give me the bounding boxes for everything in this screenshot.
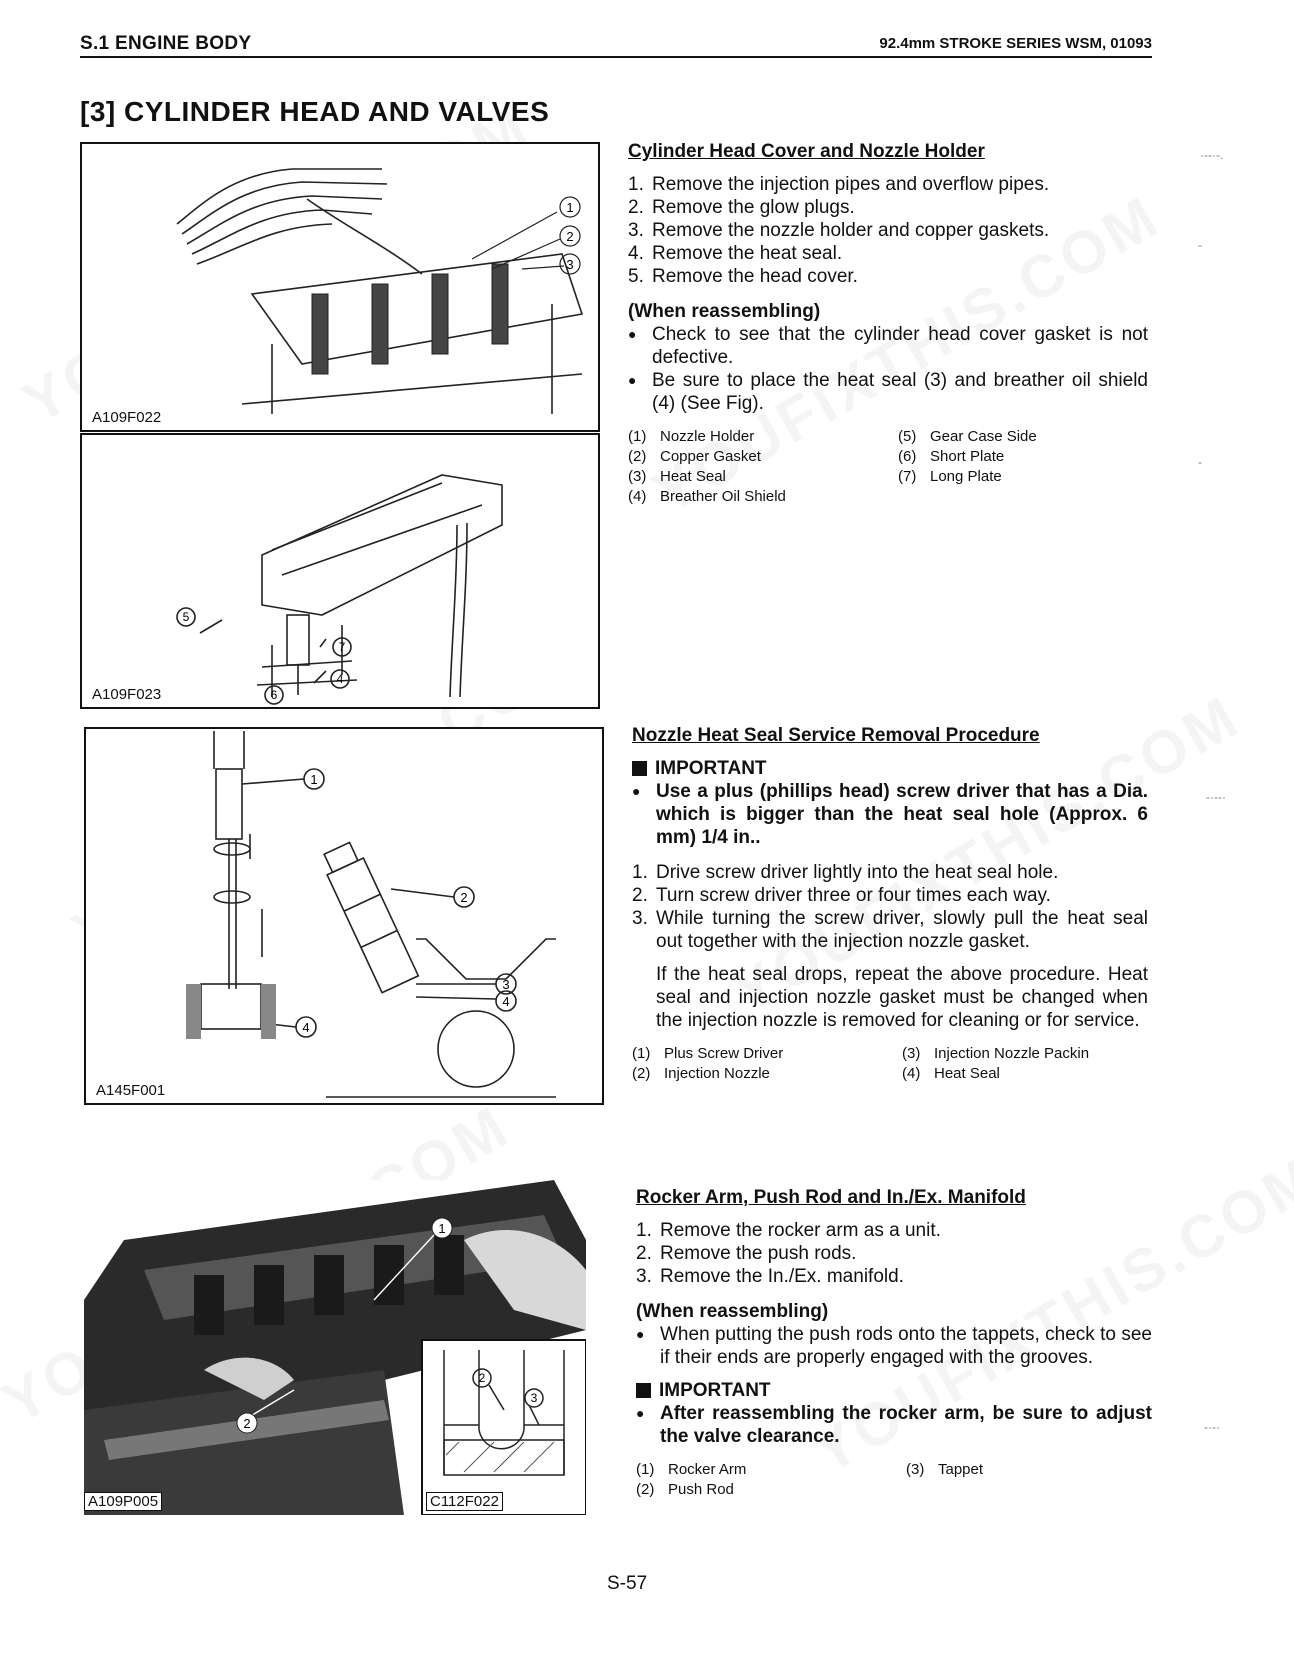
- step-list: [632, 861, 1148, 953]
- legend-item: (1) Plus Screw Driver: [632, 1045, 784, 1062]
- callout-2: 2: [566, 229, 574, 244]
- margin-mark: ·--·-.: [1200, 148, 1224, 162]
- step-item: 1. Drive screw driver lightly into the heat seal hole.: [632, 862, 1059, 883]
- step-list: [628, 173, 1148, 288]
- legend-item: (2) Copper Gasket: [628, 448, 761, 465]
- callout-2: 2: [460, 890, 468, 905]
- callout-4: 4: [302, 1020, 310, 1035]
- step-item: 3. Remove the nozzle holder and copper gaskets.: [628, 220, 1050, 241]
- important-heading: IMPORTANT: [632, 757, 1148, 780]
- callout-2: 2: [478, 1371, 486, 1385]
- figure-head-cover: [80, 433, 600, 709]
- figure-heat-seal-removal: [84, 727, 604, 1105]
- head-cover-drawing: [82, 435, 598, 707]
- legend-item: (2) Push Rod: [636, 1481, 734, 1498]
- reassembly-heading: (When reassembling): [628, 301, 821, 322]
- callout-2: 2: [243, 1416, 251, 1431]
- step-item: 2. Remove the glow plugs.: [628, 197, 855, 218]
- step-item: 2. Turn screw driver three or four times each way.: [632, 885, 1051, 906]
- important-bullet: ● After reassembling the rocker arm, be sure to adjust the valve clearance.: [636, 1403, 1152, 1447]
- important-square-icon: [632, 761, 647, 776]
- step-item: 3. Remove the In./Ex. manifold.: [636, 1266, 904, 1287]
- figure-injection-pipes: [80, 142, 600, 432]
- margin-mark: -: [1198, 455, 1202, 469]
- margin-mark: -: [1198, 238, 1202, 252]
- bullet-item: ● When putting the push rods onto the tappets, check to see if their ends are properly engaged with the grooves.: [636, 1324, 1152, 1368]
- margin-mark: -·-·: [1204, 1420, 1220, 1434]
- important-bullet: ● Use a plus (phillips head) screw driver that has a Dia. which is bigger than the heat seal hole (Approx. 6 mm) 1/4 in..: [632, 781, 1148, 848]
- callout-3: 3: [566, 257, 574, 272]
- callout-1: 1: [438, 1221, 446, 1236]
- margin-mark: -·--·: [1206, 790, 1226, 804]
- section-header: S.1 ENGINE BODY: [80, 33, 252, 54]
- legend-item: (5) Gear Case Side: [898, 428, 1037, 445]
- step-list: [636, 1219, 1152, 1288]
- legend-item: (1) Rocker Arm: [636, 1461, 747, 1478]
- section-title: Nozzle Heat Seal Service Removal Procedure: [632, 725, 1040, 746]
- series-header: 92.4mm STROKE SERIES WSM, 01093: [879, 35, 1152, 52]
- section-title: Rocker Arm, Push Rod and In./Ex. Manifold: [636, 1187, 1026, 1208]
- important-square-icon: [636, 1383, 651, 1398]
- step-item: 3. While turning the screw driver, slowly pull the heat seal out together with the injection nozzle gasket.: [632, 908, 1148, 952]
- section-head-cover: [628, 140, 1148, 507]
- legend-item: (4) Heat Seal: [902, 1065, 1000, 1082]
- callout-3: 3: [502, 977, 510, 992]
- step-item: 5. Remove the head cover.: [628, 266, 858, 287]
- note-paragraph: If the heat seal drops, repeat the above procedure. Heat seal and injection nozzle gasket must be changed when the injection nozzle is removed for cleaning or for service.: [656, 964, 1148, 1031]
- page-number: S-57: [607, 1573, 648, 1594]
- injection-pipes-drawing: [82, 144, 598, 430]
- callout-4: 4: [336, 672, 344, 686]
- parts-legend: [636, 1460, 1152, 1500]
- important-heading: IMPORTANT: [636, 1379, 1152, 1402]
- callout-3: 3: [530, 1391, 538, 1405]
- callout-5: 5: [182, 610, 190, 624]
- legend-item: (3) Tappet: [906, 1461, 984, 1478]
- callout-1: 1: [310, 772, 318, 787]
- figure-rocker-arm-photo: [84, 1180, 586, 1515]
- section-rocker-arm: [636, 1186, 1152, 1500]
- bullet-item: ● Be sure to place the heat seal (3) and breather oil shield (4) (See Fig).: [628, 370, 1148, 414]
- callout-4: 4: [502, 994, 510, 1009]
- figure-id-label: A109P005: [84, 1492, 162, 1511]
- section-heat-seal: [632, 724, 1148, 1084]
- step-item: 2. Remove the push rods.: [636, 1243, 857, 1264]
- figure-id-label: A109F022: [92, 409, 162, 426]
- legend-item: (1) Nozzle Holder: [628, 428, 755, 445]
- figure-id-label: A109F023: [92, 686, 162, 703]
- legend-item: (4) Breather Oil Shield: [628, 488, 786, 505]
- step-item: 4. Remove the heat seal.: [628, 243, 843, 264]
- figure-id-label: A145F001: [96, 1082, 166, 1099]
- legend-item: (6) Short Plate: [898, 448, 1005, 465]
- parts-legend: [628, 427, 1148, 507]
- legend-item: (7) Long Plate: [898, 468, 1002, 485]
- legend-item: (3) Injection Nozzle Packin: [902, 1045, 1090, 1062]
- reassembly-heading: (When reassembling): [636, 1301, 829, 1322]
- callout-1: 1: [566, 200, 574, 215]
- section-title: Cylinder Head Cover and Nozzle Holder: [628, 141, 985, 162]
- step-item: 1. Remove the rocker arm as a unit.: [636, 1220, 941, 1241]
- header-rule: [80, 56, 1152, 58]
- parts-legend: [632, 1044, 1148, 1084]
- legend-item: (2) Injection Nozzle: [632, 1065, 770, 1082]
- page-title: [3] CYLINDER HEAD AND VALVES: [80, 96, 550, 127]
- bullet-item: ● Check to see that the cylinder head cover gasket is not defective.: [628, 324, 1148, 368]
- heat-seal-removal-drawing: [86, 729, 602, 1103]
- legend-item: (3) Heat Seal: [628, 468, 726, 485]
- rocker-arm-photo: [84, 1180, 586, 1515]
- inset-id-label: C112F022: [426, 1492, 503, 1511]
- callout-7: 7: [338, 640, 346, 654]
- callout-6: 6: [270, 688, 278, 702]
- step-item: 1. Remove the injection pipes and overflow pipes.: [628, 174, 1050, 195]
